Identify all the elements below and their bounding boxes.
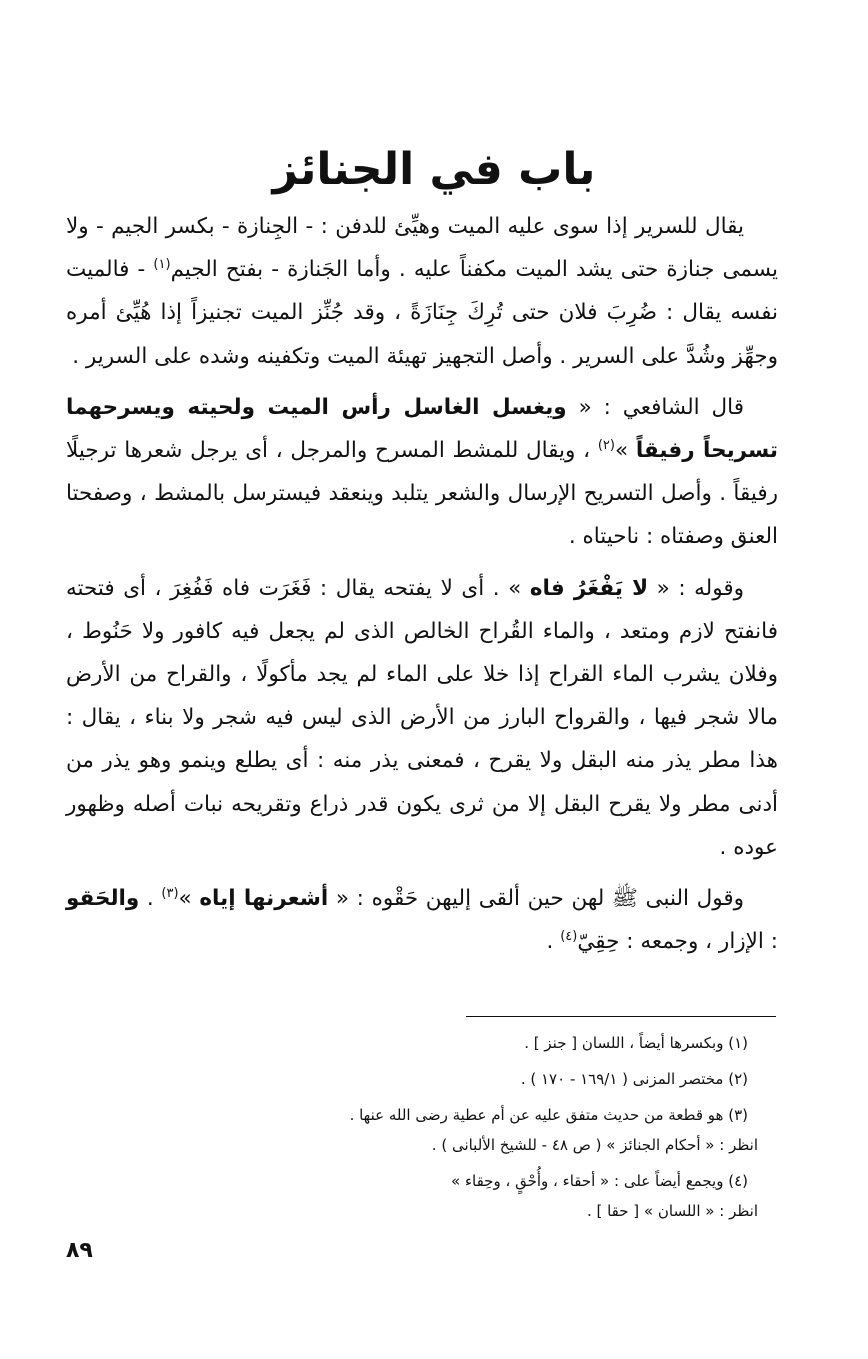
paragraph-4-text-e: . — [546, 929, 561, 955]
paragraph-2-text-c: ، ويقال للمشط المسرح والمرجل ، أى يرجل شعرها ترجيلًا رفيقاً . وأصل التسريح الإرسال والشعر يتلبد وينعقد فيسترسل بالمشط ، وصفحتا العنق وصفتاه : ناحيتاه . — [66, 438, 778, 550]
paragraph-4-term: والحَقو — [66, 886, 140, 912]
paragraph-2 — [66, 386, 778, 559]
chapter-title: باب في الجنائز — [272, 144, 596, 195]
paragraph-3-quote: لا يَفْغَرُ فاه — [529, 575, 649, 601]
footnote-ref-2: (٢) — [597, 437, 615, 453]
footnote-4 — [128, 1166, 758, 1226]
footnote-4-line-1: (٤) ويجمع أيضاً على : « أحقاء ، وأُحْقٍ ، وحِقاء » — [451, 1172, 748, 1190]
footnote-1-line-1: (١) وبكسرها أيضاً ، اللسان [ جنز ] . — [524, 1034, 748, 1052]
paragraph-1-text-a: يقال للسرير إذا سوى عليه الميت وهيِّئ للدفن : - الجِنازة - بكسر الجيم - ولا يسمى جنازة حتى يشد الميت مكفناً عليه . وأما الجَنازة - بفتح الجيم — [66, 214, 778, 283]
paragraph-3 — [66, 567, 778, 869]
footnote-4-line-2: انظر : « اللسان » [ حقا ] . — [586, 1202, 758, 1220]
paragraph-4-text-d: : الإزار ، وجمعه : حِقِيّ — [577, 929, 778, 955]
paragraph-4-text-b: » — [178, 886, 200, 912]
footnote-ref-1: (١) — [153, 257, 171, 273]
paragraph-2-text-b: » — [614, 438, 636, 464]
paragraph-4-text-c: . — [139, 886, 162, 912]
paragraph-4-text-a: وقول النبى ﷺ لهن حين ألقى إليهن حَقْوه : « — [328, 886, 744, 912]
footnote-ref-4: (٤) — [560, 929, 578, 945]
footnote-3 — [128, 1100, 758, 1160]
footnote-2 — [128, 1064, 748, 1094]
paragraph-1-text-b: - فالميت نفسه يقال : ضُرِبَ فلان حتى تُرِكَ جِنَازَةً ، وقد جُنِّز الميت تجنيزاً إذا هُيِّئ أمره وجهِّز وشُدَّ على السرير . وأصل التجهيز تهيئة الميت وتكفينه وشده على السرير . — [66, 257, 778, 369]
paragraph-1 — [66, 205, 778, 378]
body-text — [66, 205, 778, 963]
footnote-1 — [128, 1028, 748, 1058]
paragraph-4 — [66, 877, 778, 963]
paragraph-3-text-b: » . أى لا يفتحه يقال : فَغَرَت فاه فَفُغِرَ ، أى فتحته فانفتح لازم ومتعد ، والماء القُراح الخالص الذى لم يجعل فيه كافور ولا حَنُوط ، وفلان يشرب الماء القراح إذا خلا على الماء لم يجد مأكولًا ، والقراح من الأرض مالا شجر فيها ، والقرواح البارز من الأرض الذى ليس فيه شجر ولا بناء ، يقال : هذا مطر يذر منه البقل ولا يقرح ، فمعنى يذر منه : أى يطلع وينمو وهو يذر من أدنى مطر ولا يقرح البقل إلا من ثرى يكون قدر ذراع وتقريحه نبات أصله وظهور عوده . — [66, 575, 778, 860]
paragraph-4-quote: أشعرنها إياه — [199, 886, 329, 912]
paragraph-2-text-a: قال الشافعي : « — [566, 394, 744, 420]
paragraph-3-text-a: وقوله : « — [648, 575, 745, 601]
page-number: ٨٩ — [66, 1238, 93, 1263]
footnote-2-line-1: (٢) مختصر المزنى ( ١٦٩/١ - ١٧٠ ) . — [520, 1070, 748, 1088]
footnote-divider — [466, 1016, 776, 1017]
paragraph-2-quote: ويغسل الغاسل رأس الميت ولحيته ويسرحهما تسريحاً رفيقاً — [66, 394, 778, 464]
footnote-ref-3: (٣) — [161, 885, 179, 901]
footnote-3-line-2: انظر : « أحكام الجنائز » ( ص ٤٨ - للشيخ الألبانى ) . — [431, 1136, 758, 1154]
footnotes — [128, 1028, 758, 1232]
footnote-3-line-1: (٣) هو قطعة من حديث متفق عليه عن أم عطية رضى الله عنها . — [349, 1106, 748, 1124]
